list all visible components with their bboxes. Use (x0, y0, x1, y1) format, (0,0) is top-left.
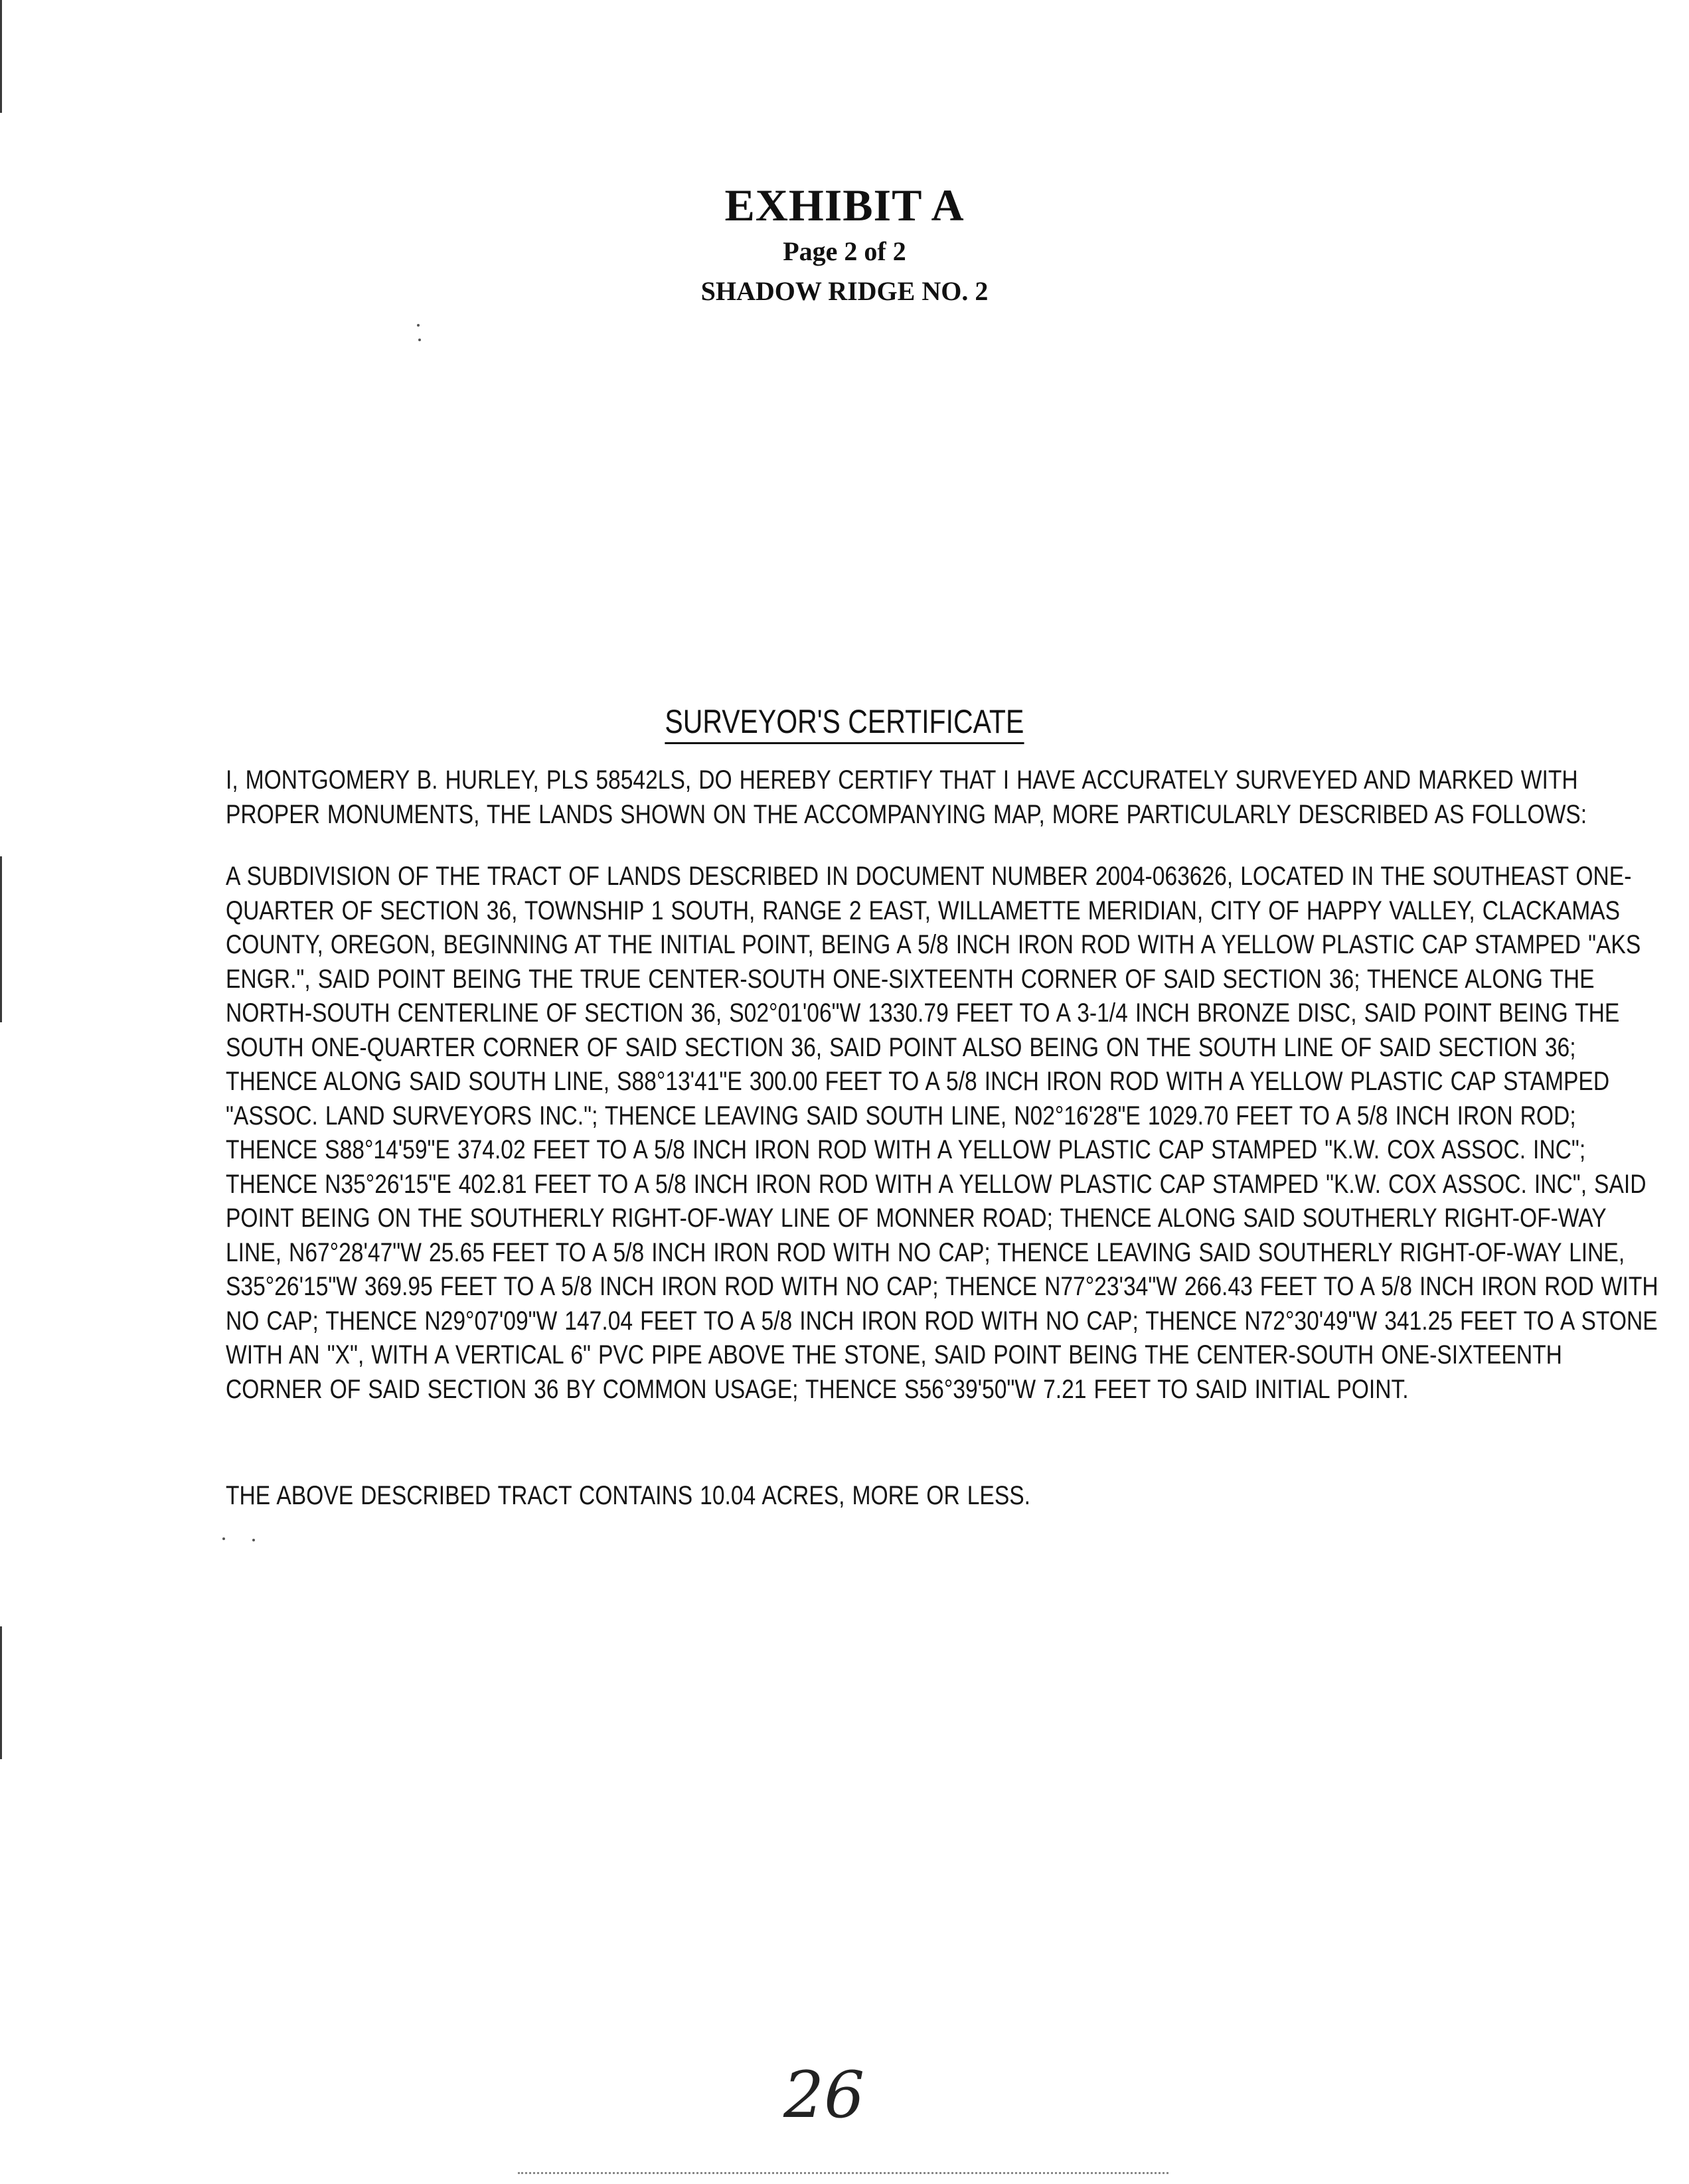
legal-description: A SUBDIVISION OF THE TRACT OF LANDS DESCRIBED IN DOCUMENT NUMBER 2004-063626, LOCATED IN THE SOUTHEAST ONE-QUARTER OF SECTION 36, TOWNSHIP 1 SOUTH, RANGE 2 EAST, WILLAMETTE MERIDIAN, CITY OF HAPPY VALLEY, CLACKAMAS COUNTY, OREGON, BEGINNING AT THE INITIAL POINT, BEING A 5/8 INCH IRON ROD WITH A YELLOW PLASTIC CAP STAMPED "AKS ENGR.", SAID POINT BEING THE TRUE CENTER-SOUTH ONE-SIXTEENTH CORNER OF SAID SECTION 36; THENCE ALONG THE NORTH-SOUTH CENTERLINE OF SECTION 36, S02°01'06"W 1330.79 FEET TO A 3-1/4 INCH BRONZE DISC, SAID POINT BEING THE SOUTH ONE-QUARTER CORNER OF SAID SECTION 36, SAID POINT ALSO BEING ON THE SOUTH LINE OF SAID SECTION 36; THENCE ALONG SAID SOUTH LINE, S88°13'41"E 300.00 FEET TO A 5/8 INCH IRON ROD WITH A YELLOW PLASTIC CAP STAMPED "ASSOC. LAND SURVEYORS INC."; THENCE LEAVING SAID SOUTH LINE, N02°16'28"E 1029.70 FEET TO A 5/8 INCH IRON ROD; THENCE S88°14'59"E 374.02 FEET TO A 5/8 INCH IRON ROD WITH A YELLOW PLASTIC CAP STAMPED "K.W. COX ASSOC. INC"; THENCE N35°26'15"E 402.81 FEET TO A 5/8 INCH IRON ROD WITH A YELLOW PLASTIC CAP STAMPED "K.W. COX ASSOC. INC", SAID POINT BEING ON THE SOUTHERLY RIGHT-OF-WAY LINE OF MONNER ROAD; THENCE ALONG SAID SOUTHERLY RIGHT-OF-WAY LINE, N67°28'47"W 25.65 FEET TO A 5/8 INCH IRON ROD WITH NO CAP; THENCE LEAVING SAID SOUTHERLY RIGHT-OF-WAY LINE, S35°26'15"W 369.95 FEET TO A 5/8 INCH IRON ROD WITH NO CAP; THENCE N77°23'34"W 266.43 FEET TO A 5/8 INCH IRON ROD WITH NO CAP; THENCE N29°07'09"W 147.04 FEET TO A 5/8 INCH IRON ROD WITH NO CAP; THENCE N72°30'49"W 341.25 FEET TO A STONE WITH AN "X", WITH A VERTICAL 6" PVC PIPE ABOVE THE STONE, SAID POINT BEING THE CENTER-SOUTH ONE-SIXTEENTH CORNER OF SAID SECTION 36 BY COMMON USAGE; THENCE S56°39'50"W 7.21 FEET TO SAID INITIAL POINT. (226, 862, 1658, 1404)
certificate-title (0, 702, 1689, 744)
scan-speck (418, 339, 421, 341)
scan-edge-mark (0, 1626, 2, 1759)
page-indicator: Page 2 of 2 (783, 236, 906, 266)
scan-edge-mark (0, 0, 2, 113)
subdivision-name: SHADOW RIDGE NO. 2 (700, 276, 989, 306)
scan-speck (252, 1539, 255, 1541)
handwritten-page-number: 26 (783, 2058, 865, 2132)
scan-speck (417, 324, 420, 327)
exhibit-title: EXHIBIT A (724, 180, 965, 230)
scan-bottom-artifact (518, 2172, 1168, 2177)
certificate-title-text: SURVEYOR'S CERTIFICATE (665, 702, 1024, 744)
certification-statement: I, MONTGOMERY B. HURLEY, PLS 58542LS, DO HEREBY CERTIFY THAT I HAVE ACCURATELY SURVEYED AND MARKED WITH PROPER MONUMENTS, THE LANDS SHOWN ON THE ACCOMPANYING MAP, MORE PARTICULARLY DESCRIBED AS FOLLOWS: (226, 765, 1587, 829)
scan-edge-mark (0, 856, 2, 1022)
scan-speck (222, 1537, 225, 1540)
acreage-statement: THE ABOVE DESCRIBED TRACT CONTAINS 10.04 ACRES, MORE OR LESS. (226, 1481, 1030, 1510)
